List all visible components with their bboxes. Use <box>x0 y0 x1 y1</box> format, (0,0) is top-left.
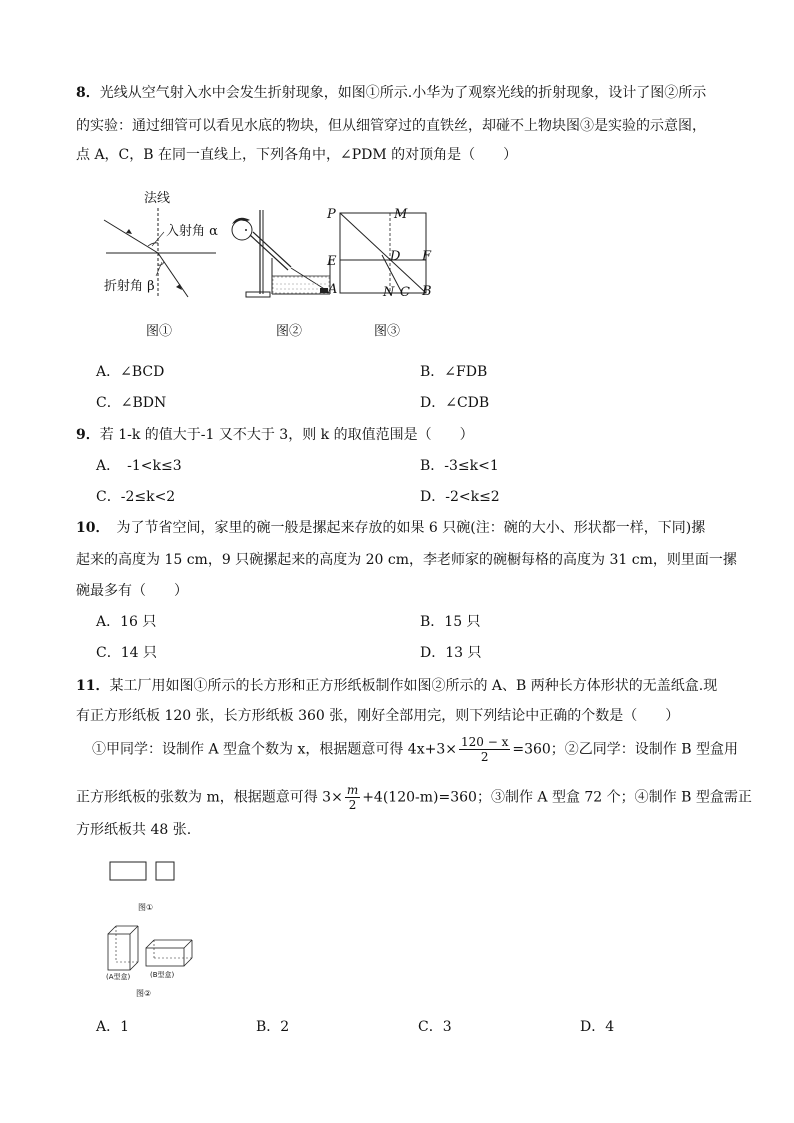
q10-line1 <box>76 518 746 538</box>
q10-line3: 碗最多有（ ） <box>76 583 188 599</box>
q11-text-1: 某工厂用如图①所示的长方形和正方形纸板制作如图②所示的 A、B 两种长方体形状的无盖纸盒.现 <box>109 678 718 694</box>
q8-line3: 点 A，C，B 在同一直线上，下列各角中，∠PDM 的对顶角是（ ） <box>76 147 518 163</box>
fig1-normal-label: 法线 <box>144 191 171 206</box>
q9-option-c[interactable]: C．-2≤k<2 <box>96 489 176 505</box>
q8-figure2 <box>220 208 340 302</box>
frac1-denominator: 2 <box>480 750 489 764</box>
q11-text-4a: 正方形纸板的张数为 m，根据题意可得 3× <box>76 789 343 806</box>
q11-option-c[interactable]: C．3 <box>418 1019 452 1035</box>
q10-option-b[interactable]: B．15 只 <box>420 614 481 630</box>
q8-text-1: 光线从空气射入水中会发生折射现象，如图①所示.小华为了观察光线的折射现象，设计了图②所示 <box>99 85 707 101</box>
frac1-numerator: 120 − x <box>460 735 509 749</box>
fig3-label-P: P <box>327 207 336 222</box>
frac2-denominator: 2 <box>348 798 357 812</box>
q10-option-a[interactable]: A．16 只 <box>96 614 157 630</box>
q9-line <box>76 425 746 445</box>
fig3-label-N: N <box>383 285 395 300</box>
q8-option-c[interactable]: C．∠BDN <box>96 395 167 411</box>
frac2-numerator: m <box>346 783 359 797</box>
q11-text-3a: ①甲同学：设制作 A 型盒个数为 x，根据题意可得 4x+3× <box>92 741 457 758</box>
q10-number: 10． <box>76 520 103 536</box>
q11-option-b[interactable]: B．2 <box>256 1019 290 1035</box>
fig3-label-D: D <box>390 249 401 264</box>
q11-line3 <box>92 735 762 764</box>
q9-option-a[interactable]: A． -1<k≤3 <box>96 458 182 474</box>
q8-option-d[interactable]: D．∠CDB <box>420 395 490 411</box>
fig3-caption: 图③ <box>374 324 401 339</box>
q11-option-d[interactable]: D．4 <box>580 1019 615 1035</box>
q11-text-3b: =360；②乙同学：设制作 B 型盒用 <box>512 741 738 758</box>
q8-line2: 的实验：通过细管可以看见水底的物块，但从细管穿过的直铁丝，却碰不上物块图③是实验的示意图， <box>76 118 706 134</box>
q9-text: 若 1-k 的值大于-1 又不大于 3，则 k 的取值范围是（ ） <box>99 427 474 443</box>
q10-line2: 起来的高度为 15 cm，9 只碗摞起来的高度为 20 cm，李老师家的碗橱每格的高度为 31 cm，则里面一摞 <box>76 552 737 568</box>
q11-fig2-caption: 图② <box>136 989 152 998</box>
q11-boxA-label: (A型盒) <box>106 973 131 981</box>
q11-option-a[interactable]: A．1 <box>96 1019 130 1035</box>
fig1-incidence-label: 入射角 α <box>166 224 218 239</box>
q10-option-d[interactable]: D．13 只 <box>420 645 482 661</box>
q11-line2: 有正方形纸板 120 张，长方形纸板 360 张，刚好全部用完，则下列结论中正确的个数是（ ） <box>76 708 680 724</box>
q11-line5: 方形纸板共 48 张. <box>76 822 192 838</box>
fig3-label-C: C <box>400 285 410 300</box>
q11-boxB-label: (B型盒) <box>150 971 175 979</box>
q8-option-a[interactable]: A．∠BCD <box>96 364 165 380</box>
fig2-label-A: A <box>328 282 338 297</box>
q8-option-b[interactable]: B．∠FDB <box>420 364 488 380</box>
q9-option-d[interactable]: D．-2<k≤2 <box>420 489 500 505</box>
fig3-label-M: M <box>394 207 408 222</box>
fig1-caption: 图① <box>146 324 173 339</box>
q10-option-c[interactable]: C．14 只 <box>96 645 157 661</box>
fig1-refraction-label: 折射角 β <box>104 279 155 294</box>
q10-text-1: 为了节省空间，家里的碗一般是摞起来存放的如果 6 只碗(注：碗的大小、形状都一样，下同)摞 <box>102 520 706 536</box>
q9-option-b[interactable]: B．-3≤k<1 <box>420 458 499 474</box>
fig3-label-E: E <box>327 254 337 269</box>
q11-line4 <box>76 783 752 812</box>
fig3-label-B: B <box>422 284 432 299</box>
q11-fraction-1 <box>459 735 510 764</box>
q11-figures <box>104 858 204 988</box>
q11-text-4b: +4(120-m)=360；③制作 A 型盒 72 个；④制作 B 型盒需正 <box>362 789 752 806</box>
q8-line1 <box>76 83 746 103</box>
q11-fig1-caption: 图① <box>138 903 154 912</box>
q11-number: 11． <box>76 678 110 694</box>
q11-fraction-2 <box>345 783 360 812</box>
fig3-label-F: F <box>422 249 432 264</box>
q9-number: 9． <box>76 427 100 443</box>
q11-line1 <box>76 676 746 696</box>
q8-number: 8． <box>76 85 100 101</box>
fig2-caption: 图② <box>276 324 303 339</box>
